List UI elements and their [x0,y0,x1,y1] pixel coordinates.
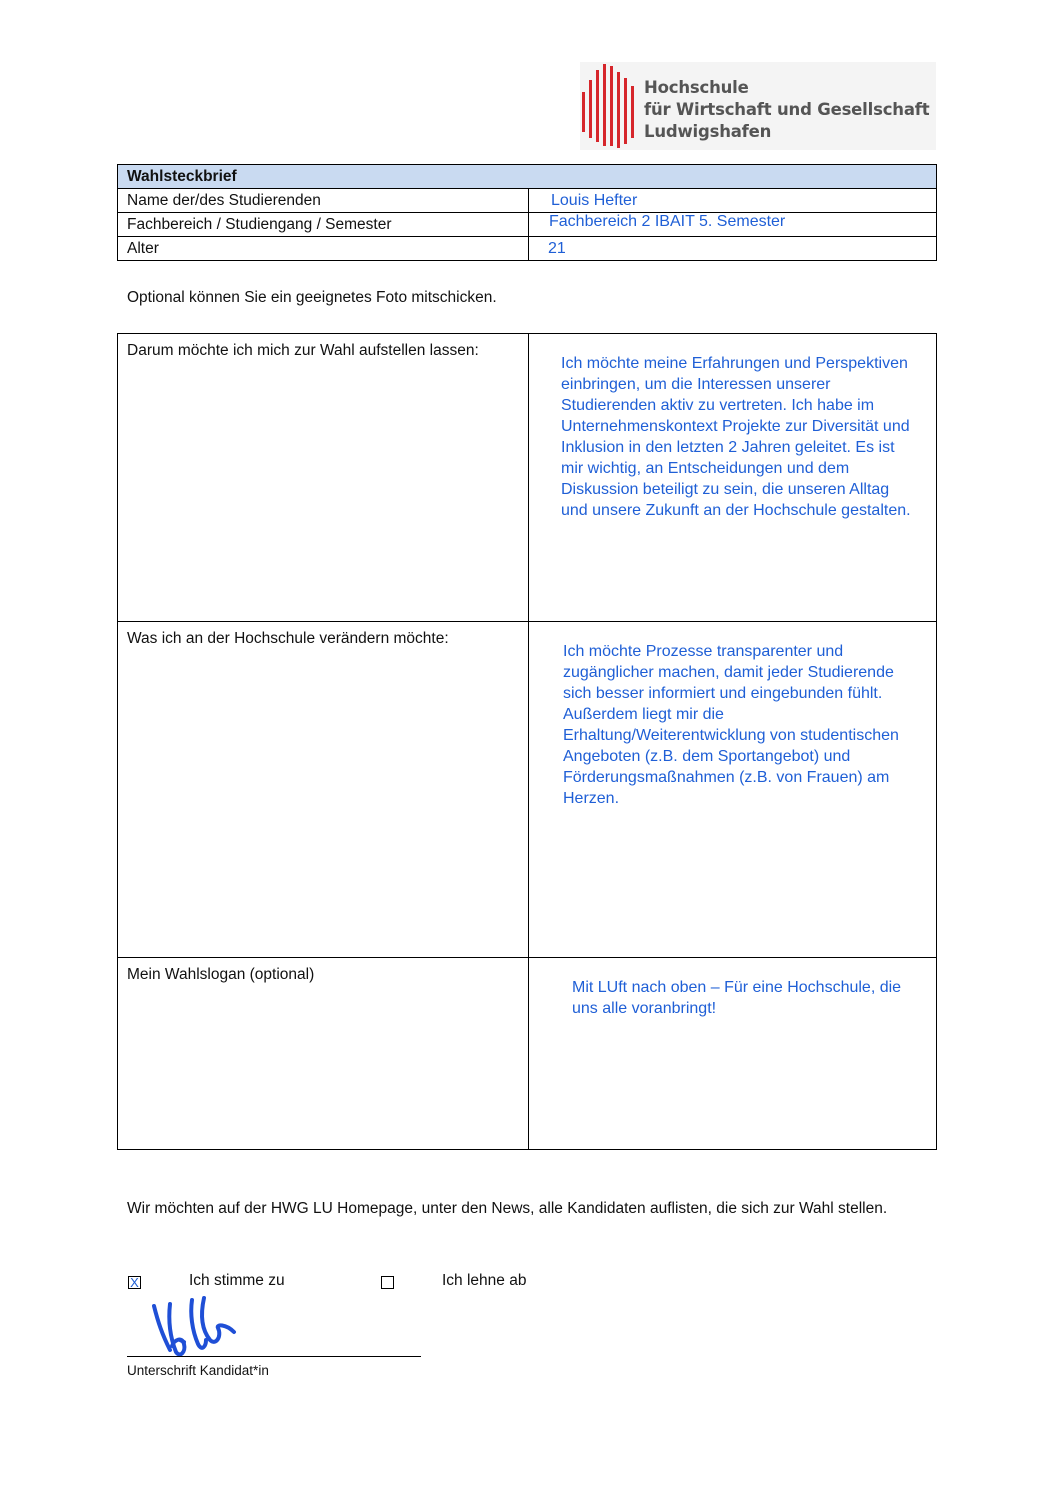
program-field[interactable]: Fachbereich 2 IBAIT 5. Semester [529,213,937,237]
age-field[interactable]: 21 [529,237,937,261]
logo-line-1: Hochschule [644,78,749,97]
changes-label: Was ich an der Hochschule verändern möchte: [118,622,529,958]
signature-label: Unterschrift Kandidat*in [127,1363,269,1378]
logo-line-2: für Wirtschaft und Gesellschaft [644,100,930,119]
optional-photo-note: Optional können Sie ein geeignetes Foto mitschicken. [127,289,497,306]
steckbrief-header-row [118,165,937,189]
decline-checkbox[interactable] [381,1276,394,1289]
age-label: Alter [118,237,529,261]
name-label: Name der/des Studierenden [118,189,529,213]
motivation-label: Darum möchte ich mich zur Wahl aufstellen lassen: [118,334,529,622]
motivation-field[interactable]: Ich möchte meine Erfahrungen und Perspektiven einbringen, um die Interessen unserer Studierenden aktiv zu vertreten. Ich habe im Unternehmenskontext Projekte zur Diversität und Inklusion in den letzten 2 Jahren geleitet. Es ist mir wichtig, an Entscheidungen und dem Diskussion beteiligt zu sein, die unseren Alltag und unsere Zukunft an der Hochschule gestalten. [529,334,937,622]
steckbrief-table [117,164,937,261]
handwritten-signature [140,1292,250,1362]
table-row [118,237,937,261]
steckbrief-title: Wahlsteckbrief [118,165,937,189]
changes-field[interactable]: Ich möchte Prozesse transparenter und zugänglicher machen, damit jeder Studierende sich besser informiert und eingebunden fühlt. Außerdem liegt mir die Erhaltung/Weiterentwicklung von studentischen Angeboten (z.B. dem Sportangebot) und Förderungsmaßnahmen (z.B. von Frauen) am Herzen. [529,622,937,958]
table-row [118,189,937,213]
decline-label: Ich lehne ab [442,1272,527,1289]
table-row [118,958,937,1150]
table-row [118,622,937,958]
slogan-label: Mein Wahlslogan (optional) [118,958,529,1150]
program-label: Fachbereich / Studiengang / Semester [118,213,529,237]
logo-text [644,77,929,143]
table-row [118,334,937,622]
name-field[interactable]: Louis Hefter [529,189,937,213]
questions-table [117,333,937,1150]
logo-line-3: Ludwigshafen [644,122,772,141]
agree-label: Ich stimme zu [189,1272,285,1289]
homepage-info-text: Wir möchten auf der HWG LU Homepage, unter den News, alle Kandidaten auflisten, die sich zur Wahl stellen. [127,1200,888,1217]
logo-bars-icon [580,62,638,150]
agree-checkbox[interactable]: X [128,1276,141,1289]
table-row [118,213,937,237]
university-logo [580,62,936,150]
signature-line [127,1356,421,1357]
slogan-field[interactable]: Mit LUft nach oben – Für eine Hochschule, die uns alle voranbringt! [529,958,937,1150]
